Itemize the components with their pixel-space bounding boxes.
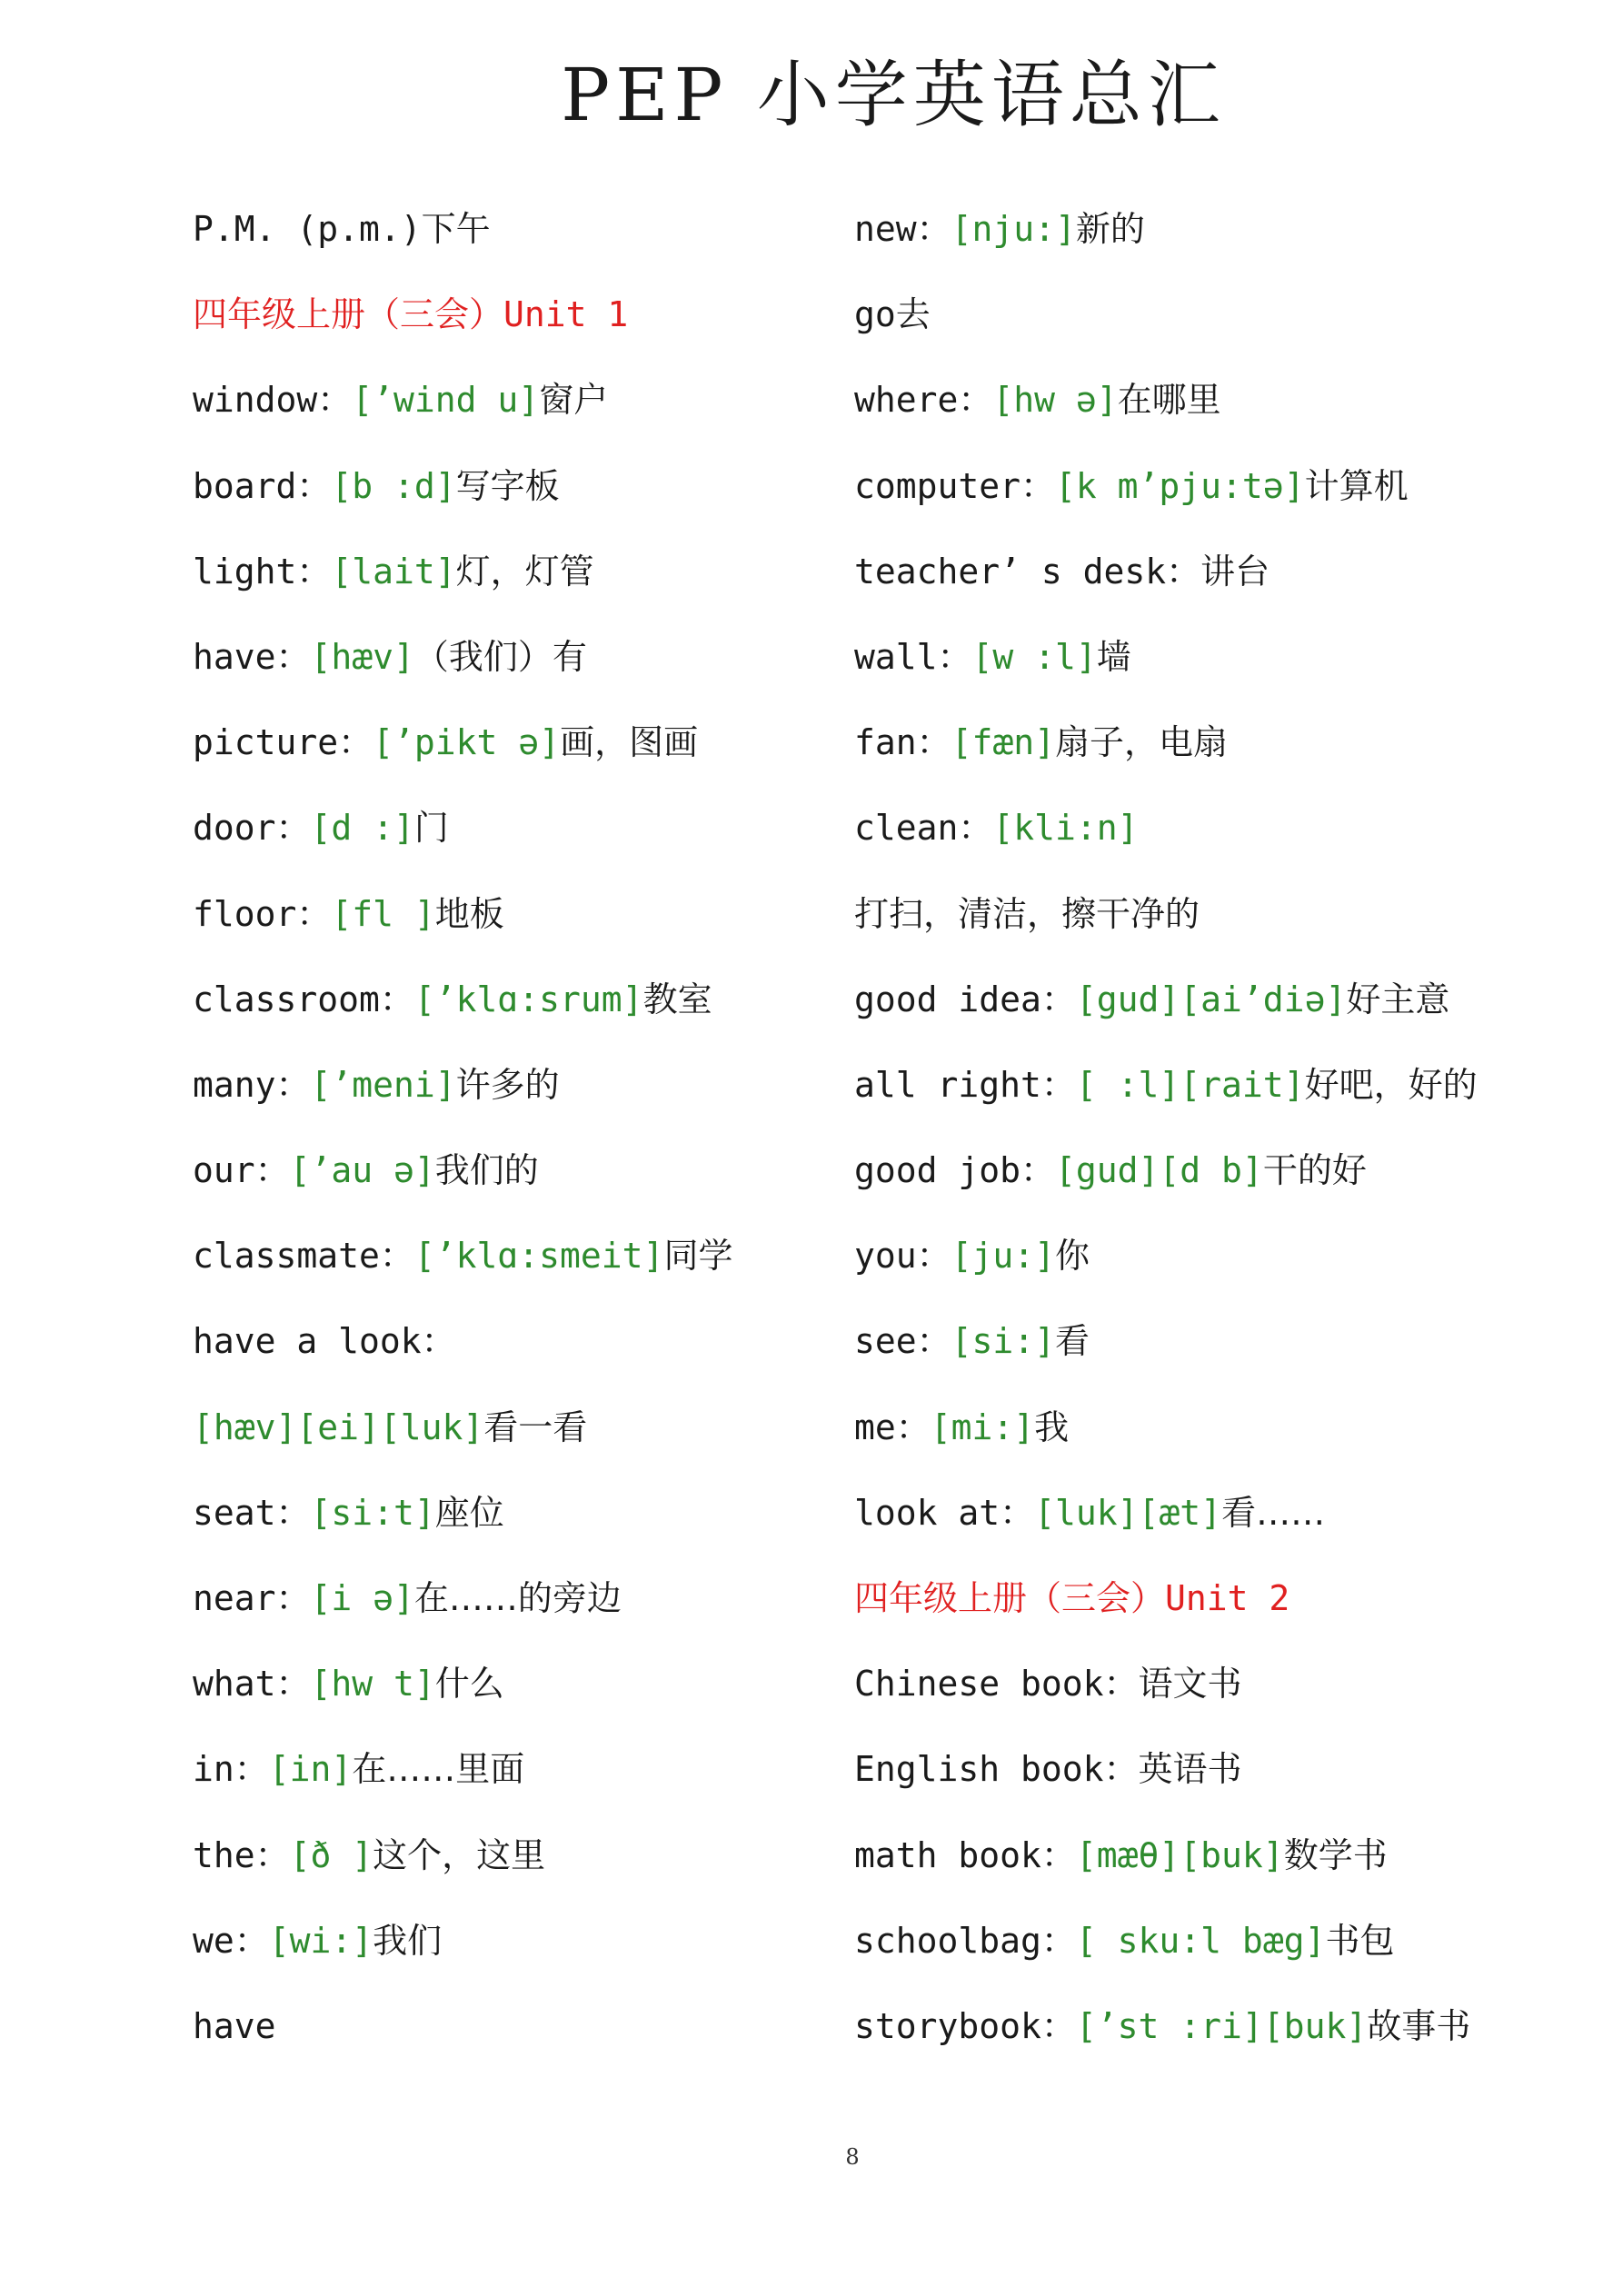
entry-word: where： xyxy=(854,380,993,421)
entry-phonetic: [ :l][rait] xyxy=(1075,1064,1305,1105)
entry-meaning: 语文书 xyxy=(1138,1664,1242,1705)
entry-meaning: 好主意 xyxy=(1346,979,1450,1019)
vocabulary-entry xyxy=(193,1999,829,2084)
entry-phonetic: [hw ə] xyxy=(992,380,1118,421)
entry-phonetic: [hæv][ei][luk] xyxy=(193,1406,484,1447)
vocabulary-entry xyxy=(193,1314,829,1399)
vocabulary-entry xyxy=(854,630,1490,715)
entry-meaning: 灯，灯管 xyxy=(455,551,594,591)
vocabulary-entry xyxy=(854,1656,1490,1742)
vocabulary-entry xyxy=(854,287,1490,373)
entry-meaning: 书包 xyxy=(1325,1920,1395,1961)
entry-phonetic: [’st :ri][buk] xyxy=(1075,2005,1368,2046)
entry-meaning: 去 xyxy=(895,294,931,335)
entry-meaning: 地板 xyxy=(434,893,504,934)
vocabulary-entry xyxy=(193,1571,829,1656)
entry-word: we： xyxy=(193,1920,269,1961)
entry-word: teacher’ s desk： xyxy=(854,551,1201,591)
entry-meaning: 在……的旁边 xyxy=(413,1578,622,1618)
entry-word: have： xyxy=(193,636,311,677)
entry-meaning: 英语书 xyxy=(1138,1749,1242,1790)
right-vocabulary-column xyxy=(854,202,1490,2084)
entry-word: 四年级上册（三会）Unit 2 xyxy=(854,1578,1290,1618)
entry-word: in： xyxy=(193,1749,269,1790)
entry-word: near： xyxy=(193,1578,311,1618)
entry-word: classroom： xyxy=(193,979,414,1019)
entry-meaning: 什么 xyxy=(434,1664,504,1705)
entry-word: seat： xyxy=(193,1492,311,1533)
entry-phonetic: [wi:] xyxy=(268,1920,373,1961)
entry-word: window： xyxy=(193,380,353,421)
entry-phonetic: [gud][d b] xyxy=(1055,1150,1263,1191)
entry-word: good job： xyxy=(854,1150,1056,1191)
vocabulary-entry xyxy=(193,1828,829,1913)
entry-word: go xyxy=(854,294,896,335)
entry-word: light： xyxy=(193,551,332,591)
entry-phonetic: [nju:] xyxy=(951,209,1076,249)
page-number: 8 xyxy=(845,2144,860,2170)
entry-meaning: 教室 xyxy=(642,979,712,1019)
entry-word: math book： xyxy=(854,1834,1076,1875)
entry-meaning: 墙 xyxy=(1096,636,1131,677)
vocabulary-entry xyxy=(193,1913,829,1999)
section-heading xyxy=(193,287,829,373)
vocabulary-entry xyxy=(193,630,829,715)
entry-word: 四年级上册（三会）Unit 1 xyxy=(193,294,629,335)
entry-word: have a look： xyxy=(193,1321,456,1362)
entry-meaning: 扇子，电扇 xyxy=(1055,722,1229,763)
entry-meaning: 干的好 xyxy=(1262,1150,1367,1191)
vocabulary-entry xyxy=(854,1913,1490,1999)
vocabulary-entry xyxy=(854,1486,1490,1571)
entry-word: many： xyxy=(193,1064,311,1105)
entry-meaning: 在哪里 xyxy=(1117,380,1221,421)
entry-meaning: 许多的 xyxy=(455,1064,560,1105)
vocabulary-entry xyxy=(193,1656,829,1742)
entry-meaning: 好吧，好的 xyxy=(1304,1064,1478,1105)
page-title: PEP 小学英语总汇 xyxy=(561,53,1226,137)
entry-phonetic: [lait] xyxy=(331,551,456,591)
entry-phonetic: [in] xyxy=(268,1749,353,1790)
entry-phonetic: [hæv] xyxy=(310,636,414,677)
vocabulary-entry xyxy=(193,972,829,1058)
vocabulary-entry xyxy=(854,1058,1490,1143)
vocabulary-entry xyxy=(854,972,1490,1058)
entry-word: English book： xyxy=(854,1749,1139,1790)
entry-meaning: 我们 xyxy=(373,1920,443,1961)
entry-word: door： xyxy=(193,808,311,849)
entry-meaning: 下午 xyxy=(421,209,491,249)
entry-meaning: 看…… xyxy=(1221,1492,1326,1533)
entry-phonetic: [fl ] xyxy=(331,893,435,934)
entry-phonetic: [si:t] xyxy=(310,1492,435,1533)
entry-word: new： xyxy=(854,209,951,249)
entry-phonetic: [si:] xyxy=(951,1321,1056,1362)
vocabulary-entry xyxy=(854,1228,1490,1314)
entry-word: floor： xyxy=(193,893,332,934)
entry-word: you： xyxy=(854,1236,951,1277)
vocabulary-entry xyxy=(854,459,1490,544)
entry-meaning: 我们的 xyxy=(434,1150,539,1191)
vocabulary-entry xyxy=(854,202,1490,287)
vocabulary-entry xyxy=(854,1314,1490,1399)
left-vocabulary-column xyxy=(193,202,829,2084)
entry-phonetic: [mi:] xyxy=(930,1406,1035,1447)
entry-word: Chinese book： xyxy=(854,1664,1139,1705)
vocabulary-entry xyxy=(193,1486,829,1571)
entry-phonetic: [k m’pju:tə] xyxy=(1055,465,1305,506)
entry-phonetic: [gud][ai’diə] xyxy=(1075,979,1347,1019)
entry-phonetic: [w :l] xyxy=(971,636,1097,677)
entry-meaning: 打扫，清洁，擦干净的 xyxy=(854,893,1200,934)
entry-word: what： xyxy=(193,1664,311,1705)
vocabulary-entry xyxy=(193,1400,829,1486)
vocabulary-entry xyxy=(193,459,829,544)
entry-phonetic: [d :] xyxy=(310,808,414,849)
entry-phonetic: [’au ə] xyxy=(289,1150,435,1191)
entry-word: schoolbag： xyxy=(854,1920,1076,1961)
vocabulary-entry xyxy=(854,887,1490,972)
entry-meaning: 画，图画 xyxy=(560,722,699,763)
vocabulary-entry xyxy=(193,202,829,287)
vocabulary-entry xyxy=(193,1058,829,1143)
entry-meaning: 写字板 xyxy=(455,465,560,506)
entry-phonetic: [’meni] xyxy=(310,1064,456,1105)
entry-phonetic: [hw t] xyxy=(310,1664,435,1705)
vocabulary-entry xyxy=(193,715,829,800)
entry-word: board： xyxy=(193,465,332,506)
entry-meaning: 看一看 xyxy=(483,1406,588,1447)
entry-meaning: 同学 xyxy=(663,1236,733,1277)
entry-word: see： xyxy=(854,1321,951,1362)
entry-phonetic: [b :d] xyxy=(331,465,456,506)
entry-word: good idea： xyxy=(854,979,1076,1019)
vocabulary-entry xyxy=(854,1742,1490,1827)
entry-phonetic: [mæθ][buk] xyxy=(1075,1834,1284,1875)
vocabulary-entry xyxy=(854,1400,1490,1486)
entry-meaning: 座位 xyxy=(434,1492,504,1533)
entry-phonetic: [’pikt ə] xyxy=(373,722,561,763)
entry-meaning: 故事书 xyxy=(1367,2005,1471,2046)
entry-word: wall： xyxy=(854,636,972,677)
vocabulary-entry xyxy=(854,715,1490,800)
vocabulary-entry xyxy=(193,800,829,886)
entry-phonetic: [ju:] xyxy=(951,1236,1056,1277)
entry-word: have xyxy=(193,2005,276,2046)
entry-word: our： xyxy=(193,1150,290,1191)
entry-phonetic: [i ə] xyxy=(310,1578,414,1618)
entry-word: picture： xyxy=(193,722,373,763)
vocabulary-entry xyxy=(854,1999,1490,2084)
entry-meaning: 在……里面 xyxy=(352,1749,525,1790)
entry-meaning: 门 xyxy=(413,808,449,849)
entry-meaning: 数学书 xyxy=(1283,1834,1388,1875)
entry-phonetic: [’klɑ:srum] xyxy=(413,979,643,1019)
entry-word: P.M. (p.m.) xyxy=(193,209,422,249)
vocabulary-entry xyxy=(854,1143,1490,1228)
vocabulary-entry xyxy=(193,1143,829,1228)
entry-meaning: 这个，这里 xyxy=(373,1834,546,1875)
vocabulary-entry xyxy=(854,373,1490,458)
entry-word: look at： xyxy=(854,1492,1035,1533)
entry-phonetic: [ð ] xyxy=(289,1834,373,1875)
entry-phonetic: [ sku:l bæg] xyxy=(1075,1920,1326,1961)
entry-word: the： xyxy=(193,1834,290,1875)
entry-meaning: （我们）有 xyxy=(413,636,587,677)
vocabulary-entry xyxy=(193,887,829,972)
vocabulary-entry xyxy=(193,373,829,458)
vocabulary-entry xyxy=(193,544,829,630)
section-heading xyxy=(854,1571,1490,1656)
entry-phonetic: [’klɑ:smeit] xyxy=(413,1236,664,1277)
vocabulary-entry xyxy=(193,1742,829,1827)
entry-phonetic: [luk][æt] xyxy=(1034,1492,1222,1533)
vocabulary-entry xyxy=(854,800,1490,886)
entry-phonetic: [fæn] xyxy=(951,722,1056,763)
entry-meaning: 计算机 xyxy=(1304,465,1409,506)
vocabulary-entry xyxy=(854,1828,1490,1913)
entry-word: classmate： xyxy=(193,1236,414,1277)
entry-meaning: 新的 xyxy=(1075,209,1145,249)
entry-phonetic: [kli:n] xyxy=(992,808,1139,849)
entry-word: me： xyxy=(854,1406,931,1447)
vocabulary-entry xyxy=(854,544,1490,630)
entry-word: clean： xyxy=(854,808,993,849)
entry-meaning: 你 xyxy=(1055,1236,1090,1277)
entry-meaning: 我 xyxy=(1034,1406,1070,1447)
entry-word: fan： xyxy=(854,722,951,763)
entry-meaning: 讲台 xyxy=(1200,551,1270,591)
entry-phonetic: [’wind u] xyxy=(352,380,540,421)
entry-word: storybook： xyxy=(854,2005,1076,2046)
entry-meaning: 窗户 xyxy=(539,380,609,421)
entry-word: computer： xyxy=(854,465,1056,506)
entry-word: all right： xyxy=(854,1064,1076,1105)
vocabulary-entry xyxy=(193,1228,829,1314)
entry-meaning: 看 xyxy=(1055,1321,1090,1362)
